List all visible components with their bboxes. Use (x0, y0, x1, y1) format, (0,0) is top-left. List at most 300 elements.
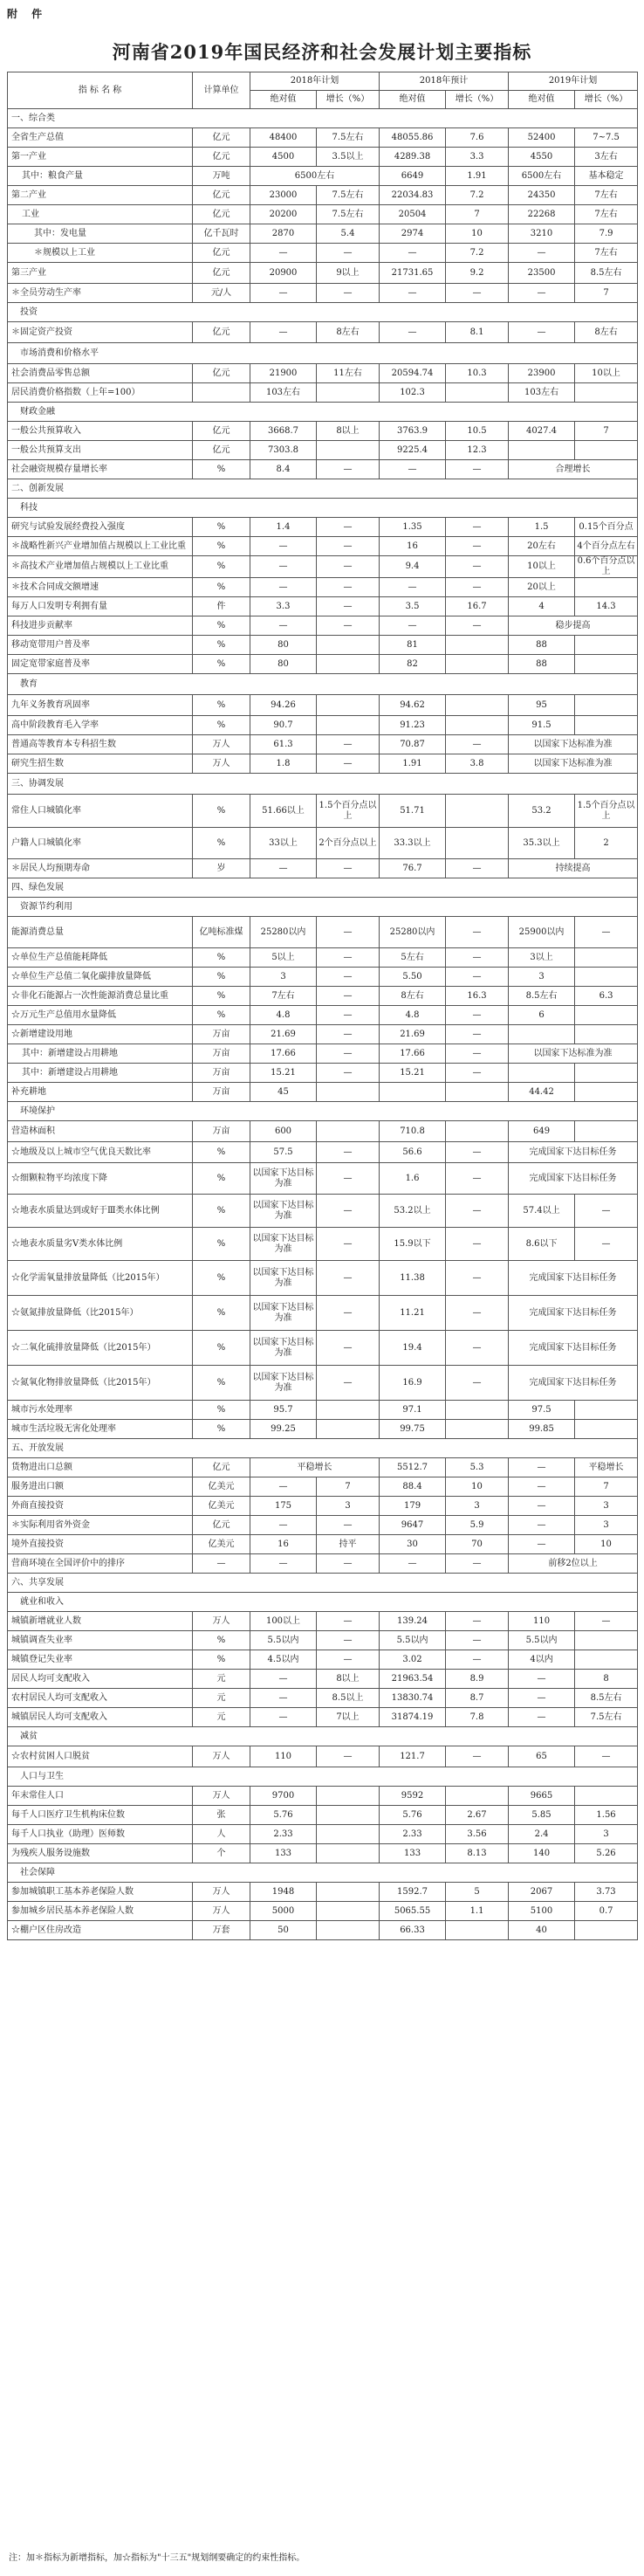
value-cell: 21731.65 (380, 263, 446, 284)
indicator-name: ＊固定资产投资 (8, 322, 193, 343)
value-cell: 3 (575, 1516, 638, 1535)
value-cell: 10 (446, 1477, 509, 1497)
value-cell: — (250, 244, 317, 263)
section-row (8, 878, 638, 898)
table-row (8, 1554, 638, 1574)
value-cell: 10.5 (446, 422, 509, 441)
value-cell: — (317, 1064, 380, 1083)
table-row (8, 205, 638, 224)
value-cell: 133 (380, 1844, 446, 1863)
value-cell: 649 (509, 1121, 575, 1142)
indicator-name: 每千人口执业（助理）医师数 (8, 1825, 193, 1844)
value-cell: 5000 (250, 1902, 317, 1921)
indicator-name: 一般公共预算支出 (8, 441, 193, 460)
value-cell (317, 1401, 380, 1420)
value-cell: 基本稳定 (575, 167, 638, 186)
value-cell: 0.6个百分点以上 (575, 556, 638, 578)
value-cell (575, 695, 638, 716)
table-row (8, 1420, 638, 1439)
value-cell: — (509, 1516, 575, 1535)
value-cell: — (317, 1366, 380, 1401)
value-cell: — (575, 1746, 638, 1767)
value-cell: 15.21 (250, 1064, 317, 1083)
indicator-name: 城镇新增就业人数 (8, 1612, 193, 1631)
value-cell: 7 (446, 205, 509, 224)
value-cell: — (317, 1006, 380, 1025)
table-row (8, 518, 638, 537)
value-cell (317, 636, 380, 655)
value-cell: — (446, 1025, 509, 1044)
value-cell: 2974 (380, 224, 446, 244)
header-growth: 增长（%） (317, 91, 380, 109)
value-cell: 5.26 (575, 1844, 638, 1863)
value-cell (575, 1064, 638, 1083)
value-cell: — (446, 859, 509, 878)
value-cell: 16.9 (380, 1366, 446, 1401)
value-cell: 7.6 (446, 128, 509, 148)
table-row (8, 987, 638, 1006)
table-row (8, 1631, 638, 1650)
value-cell: 1.4 (250, 518, 317, 537)
indicator-unit: 元 (193, 1670, 250, 1689)
value-cell: 1.91 (380, 754, 446, 774)
value-cell: 88 (509, 655, 575, 674)
value-cell: 2个百分点以上 (317, 828, 380, 859)
value-cell: 8左右 (575, 322, 638, 343)
value-cell: 平稳增长 (575, 1458, 638, 1477)
value-cell: 7.8 (446, 1708, 509, 1727)
value-cell: — (446, 578, 509, 597)
indicator-name: 货物进出口总额 (8, 1458, 193, 1477)
indicator-unit: 个 (193, 1844, 250, 1863)
value-cell: 52400 (509, 128, 575, 148)
indicator-name: 普通高等教育本专科招生数 (8, 735, 193, 754)
section-label: 一、综合类 (8, 109, 638, 128)
value-cell: — (380, 616, 446, 636)
table-row (8, 1195, 638, 1228)
table-row (8, 1746, 638, 1767)
indicator-unit: % (193, 1163, 250, 1195)
value-cell (446, 1420, 509, 1439)
indicator-unit: % (193, 1142, 250, 1163)
value-cell: 3.3 (250, 597, 317, 616)
indicator-unit: % (193, 1228, 250, 1261)
table-row (8, 1296, 638, 1331)
value-cell (575, 1025, 638, 1044)
table-row (8, 422, 638, 441)
value-cell: 9700 (250, 1787, 317, 1806)
value-cell: 8.6以下 (509, 1228, 575, 1261)
value-cell: — (317, 948, 380, 968)
table-row (8, 1670, 638, 1689)
indicator-unit: 万吨 (193, 167, 250, 186)
indicator-name: 移动宽带用户普及率 (8, 636, 193, 655)
value-cell: 35.3以上 (509, 828, 575, 859)
table-row (8, 1044, 638, 1064)
value-cell (575, 1921, 638, 1940)
indicator-unit: % (193, 1261, 250, 1296)
value-cell: 7.5左右 (317, 205, 380, 224)
value-cell: 4个百分点左右 (575, 537, 638, 556)
indicator-unit: % (193, 1650, 250, 1670)
value-cell: 4550 (509, 148, 575, 167)
header-est2018: 2018年预计 (380, 72, 509, 91)
value-cell: 0.7 (575, 1902, 638, 1921)
indicator-name: 服务进出口额 (8, 1477, 193, 1497)
section-label: 二、创新发展 (8, 479, 638, 499)
value-cell: 7.2 (446, 244, 509, 263)
value-cell: 5100 (509, 1902, 575, 1921)
section-row (8, 1439, 638, 1458)
value-cell: 175 (250, 1497, 317, 1516)
table-row (8, 655, 638, 674)
value-cell: 3 (575, 1497, 638, 1516)
value-cell: — (250, 1708, 317, 1727)
value-cell (575, 1401, 638, 1420)
value-cell: 3.73 (575, 1883, 638, 1902)
value-cell: 7 (575, 1477, 638, 1497)
value-cell: — (380, 322, 446, 343)
table-row (8, 828, 638, 859)
indicator-unit: % (193, 1195, 250, 1228)
table-row (8, 1902, 638, 1921)
value-cell: 30 (380, 1535, 446, 1554)
value-cell: 8左右 (380, 987, 446, 1006)
value-cell: — (317, 735, 380, 754)
value-cell: 7左右 (575, 205, 638, 224)
table-row (8, 1083, 638, 1102)
indicator-name: 每万人口发明专利拥有量 (8, 597, 193, 616)
value-cell (575, 636, 638, 655)
value-cell: 99.25 (250, 1420, 317, 1439)
indicator-unit: 人 (193, 1825, 250, 1844)
table-row (8, 284, 638, 303)
value-cell (575, 1420, 638, 1439)
value-cell: 95.7 (250, 1401, 317, 1420)
table-row (8, 1064, 638, 1083)
value-cell: — (317, 578, 380, 597)
indicator-name: 城市生活垃圾无害化处理率 (8, 1420, 193, 1439)
subsection-row (8, 1767, 638, 1787)
value-cell: 33以上 (250, 828, 317, 859)
header-name: 指 标 名 称 (8, 72, 193, 109)
value-cell: 8.5以上 (317, 1689, 380, 1708)
indicator-unit: 亿美元 (193, 1477, 250, 1497)
section-label: 教育 (8, 674, 638, 695)
value-cell (380, 1083, 446, 1102)
value-cell: 5以上 (250, 948, 317, 968)
value-cell: 45 (250, 1083, 317, 1102)
value-cell: — (446, 917, 509, 948)
indicator-unit: 亿元 (193, 422, 250, 441)
value-cell-merged: 合理增长 (509, 460, 638, 479)
value-cell: — (317, 1261, 380, 1296)
value-cell-merged: 以国家下达标准为准 (509, 735, 638, 754)
indicator-unit: 万人 (193, 1612, 250, 1631)
value-cell (317, 1420, 380, 1439)
table-row (8, 1806, 638, 1825)
value-cell: 11左右 (317, 364, 380, 383)
value-cell: 9以上 (317, 263, 380, 284)
value-cell: 140 (509, 1844, 575, 1863)
indicator-unit (193, 383, 250, 403)
value-cell: 1.56 (575, 1806, 638, 1825)
table-row (8, 1516, 638, 1535)
value-cell: 100以上 (250, 1612, 317, 1631)
value-cell: — (446, 968, 509, 987)
indicator-name: 社会融资规模存量增长率 (8, 460, 193, 479)
value-cell: — (317, 1044, 380, 1064)
value-cell: — (317, 1516, 380, 1535)
value-cell: 10.3 (446, 364, 509, 383)
value-cell: — (446, 518, 509, 537)
indicator-unit: % (193, 1420, 250, 1439)
section-label: 减贫 (8, 1727, 638, 1746)
value-cell: — (317, 1612, 380, 1631)
value-cell: — (446, 616, 509, 636)
value-cell: 7.5左右 (317, 186, 380, 205)
value-cell: — (575, 1228, 638, 1261)
value-cell: 94.26 (250, 695, 317, 716)
value-cell: — (446, 1195, 509, 1228)
value-cell (317, 1806, 380, 1825)
indicator-name: ＊居民人均预期寿命 (8, 859, 193, 878)
value-cell: 5.76 (250, 1806, 317, 1825)
value-cell: 9225.4 (380, 441, 446, 460)
value-cell: — (317, 754, 380, 774)
table-row (8, 716, 638, 735)
section-label: 四、绿色发展 (8, 878, 638, 898)
indicator-name: 为残疾人服务设施数 (8, 1844, 193, 1863)
value-cell: 44.42 (509, 1083, 575, 1102)
value-cell: — (317, 987, 380, 1006)
value-cell: 7.9 (575, 224, 638, 244)
value-cell: — (446, 556, 509, 578)
table-row (8, 795, 638, 828)
value-cell: — (317, 1746, 380, 1767)
value-cell: — (317, 859, 380, 878)
value-cell: 40 (509, 1921, 575, 1940)
value-cell-merged: 平稳增长 (250, 1458, 380, 1477)
value-cell: 61.3 (250, 735, 317, 754)
value-cell: 2870 (250, 224, 317, 244)
value-cell: 5.5以内 (250, 1631, 317, 1650)
indicator-unit: 亿美元 (193, 1535, 250, 1554)
value-cell: — (446, 1006, 509, 1025)
indicator-unit: % (193, 1331, 250, 1366)
value-cell: 2 (575, 828, 638, 859)
value-cell: — (509, 322, 575, 343)
indicator-name: 城镇调查失业率 (8, 1631, 193, 1650)
value-cell: 88.4 (380, 1477, 446, 1497)
value-cell: 7.2 (446, 186, 509, 205)
indicator-unit: % (193, 987, 250, 1006)
indicator-unit: % (193, 1401, 250, 1420)
table-row (8, 1650, 638, 1670)
value-cell (317, 695, 380, 716)
table-row (8, 364, 638, 383)
indicator-unit: % (193, 948, 250, 968)
document-title: 河南省2019年国民经济和社会发展计划主要指标 (112, 41, 532, 63)
indicator-name: 城镇登记失业率 (8, 1650, 193, 1670)
subsection-row (8, 303, 638, 322)
value-cell: 7 (575, 422, 638, 441)
indicator-name: 常住人口城镇化率 (8, 795, 193, 828)
section-label: 人口与卫生 (8, 1767, 638, 1787)
value-cell: — (317, 968, 380, 987)
subsection-row (8, 674, 638, 695)
value-cell: 66.33 (380, 1921, 446, 1940)
value-cell: — (446, 1296, 509, 1331)
value-cell: 5.9 (446, 1516, 509, 1535)
value-cell: 9647 (380, 1516, 446, 1535)
indicator-name: 研究与试验发展经费投入强度 (8, 518, 193, 537)
value-cell: 33.3以上 (380, 828, 446, 859)
value-cell: 7 (575, 284, 638, 303)
value-cell: 16 (250, 1535, 317, 1554)
value-cell: 4500 (250, 148, 317, 167)
indicator-name: 营商环境在全国评价中的排序 (8, 1554, 193, 1574)
subsection-row (8, 499, 638, 518)
value-cell: 1.6 (380, 1163, 446, 1195)
value-cell: 10 (575, 1535, 638, 1554)
value-cell: 70.87 (380, 735, 446, 754)
value-cell: 11.21 (380, 1296, 446, 1331)
value-cell: 16.3 (446, 987, 509, 1006)
value-cell: 23900 (509, 364, 575, 383)
value-cell: — (509, 1708, 575, 1727)
indicator-unit: 亿元 (193, 1516, 250, 1535)
value-cell (317, 383, 380, 403)
value-cell: — (380, 1554, 446, 1574)
table-row (8, 224, 638, 244)
value-cell: — (317, 1331, 380, 1366)
table-row (8, 1921, 638, 1940)
value-cell: 3 (575, 1825, 638, 1844)
value-cell: — (509, 244, 575, 263)
value-cell (446, 695, 509, 716)
value-cell: 1.8 (250, 754, 317, 774)
value-cell-merged: 完成国家下达目标任务 (509, 1366, 638, 1401)
indicator-name: 社会消费品零售总额 (8, 364, 193, 383)
indicator-name: 居民消费价格指数（上年=100） (8, 383, 193, 403)
value-cell: 22268 (509, 205, 575, 224)
value-cell: — (317, 1142, 380, 1163)
indicator-name: 居民人均可支配收入 (8, 1670, 193, 1689)
table-row (8, 1228, 638, 1261)
value-cell: — (380, 460, 446, 479)
value-cell: 10以上 (509, 556, 575, 578)
value-cell: — (446, 537, 509, 556)
value-cell: — (446, 1228, 509, 1261)
value-cell: 3668.7 (250, 422, 317, 441)
value-cell: 2.33 (380, 1825, 446, 1844)
value-cell (575, 1650, 638, 1670)
table-row (8, 948, 638, 968)
indicator-unit: 亿千瓦时 (193, 224, 250, 244)
table-row (8, 1883, 638, 1902)
indicator-name: ☆新增建设用地 (8, 1025, 193, 1044)
indicator-name: ☆地表水质量达到或好于Ⅲ类水体比例 (8, 1195, 193, 1228)
value-cell: 以国家下达目标为准 (250, 1163, 317, 1195)
value-cell: — (446, 1650, 509, 1670)
value-cell: — (250, 556, 317, 578)
value-cell: 持平 (317, 1535, 380, 1554)
value-cell: 7以上 (317, 1708, 380, 1727)
section-row (8, 109, 638, 128)
section-label: 三、协调发展 (8, 774, 638, 795)
indicator-unit: 件 (193, 597, 250, 616)
value-cell: 1.35 (380, 518, 446, 537)
value-cell: — (250, 537, 317, 556)
value-cell: 5 (446, 1883, 509, 1902)
value-cell (446, 828, 509, 859)
value-cell: 15.21 (380, 1064, 446, 1083)
value-cell: 20200 (250, 205, 317, 224)
table-row (8, 1261, 638, 1296)
value-cell: 10以上 (575, 364, 638, 383)
value-cell: 以国家下达目标为准 (250, 1261, 317, 1296)
value-cell-merged: 完成国家下达目标任务 (509, 1142, 638, 1163)
indicator-name: 研究生招生数 (8, 754, 193, 774)
value-cell: 3.3 (446, 148, 509, 167)
value-cell (317, 1921, 380, 1940)
value-cell (575, 441, 638, 460)
value-cell: 95 (509, 695, 575, 716)
value-cell: 91.5 (509, 716, 575, 735)
value-cell: — (446, 1261, 509, 1296)
table-row (8, 263, 638, 284)
value-cell: 9.2 (446, 263, 509, 284)
indicator-unit: 亿元 (193, 364, 250, 383)
value-cell: 25280以内 (380, 917, 446, 948)
indicator-unit: 万套 (193, 1921, 250, 1940)
value-cell: 以国家下达目标为准 (250, 1195, 317, 1228)
value-cell: 48400 (250, 128, 317, 148)
section-label: 科技 (8, 499, 638, 518)
header-abs: 绝对值 (250, 91, 317, 109)
table-row (8, 1689, 638, 1708)
value-cell: 1.1 (446, 1902, 509, 1921)
value-cell: 99.85 (509, 1420, 575, 1439)
value-cell: 10 (446, 224, 509, 244)
indicator-unit: 亿吨标准煤 (193, 917, 250, 948)
value-cell: 8以上 (317, 422, 380, 441)
value-cell: — (250, 616, 317, 636)
value-cell: 23000 (250, 186, 317, 205)
value-cell: — (317, 1163, 380, 1195)
value-cell (575, 1121, 638, 1142)
value-cell: 5512.7 (380, 1458, 446, 1477)
indicator-name: 城镇居民人均可支配收入 (8, 1708, 193, 1727)
indicator-name: ☆二氧化硫排放量降低（比2015年） (8, 1331, 193, 1366)
indicator-name: 其中：新增建设占用耕地 (8, 1044, 193, 1064)
value-cell: 5.5以内 (509, 1631, 575, 1650)
value-cell: — (317, 460, 380, 479)
value-cell: — (250, 859, 317, 878)
indicator-name: 全省生产总值 (8, 128, 193, 148)
value-cell: 9592 (380, 1787, 446, 1806)
value-cell: 5.85 (509, 1806, 575, 1825)
subsection-row (8, 1863, 638, 1883)
value-cell (575, 1787, 638, 1806)
indicator-name: 外商直接投资 (8, 1497, 193, 1516)
section-label: 五、开放发展 (8, 1439, 638, 1458)
value-cell: 57.4以上 (509, 1195, 575, 1228)
indicator-unit: 元 (193, 1689, 250, 1708)
value-cell: 4.5以内 (250, 1650, 317, 1670)
value-cell: 2067 (509, 1883, 575, 1902)
